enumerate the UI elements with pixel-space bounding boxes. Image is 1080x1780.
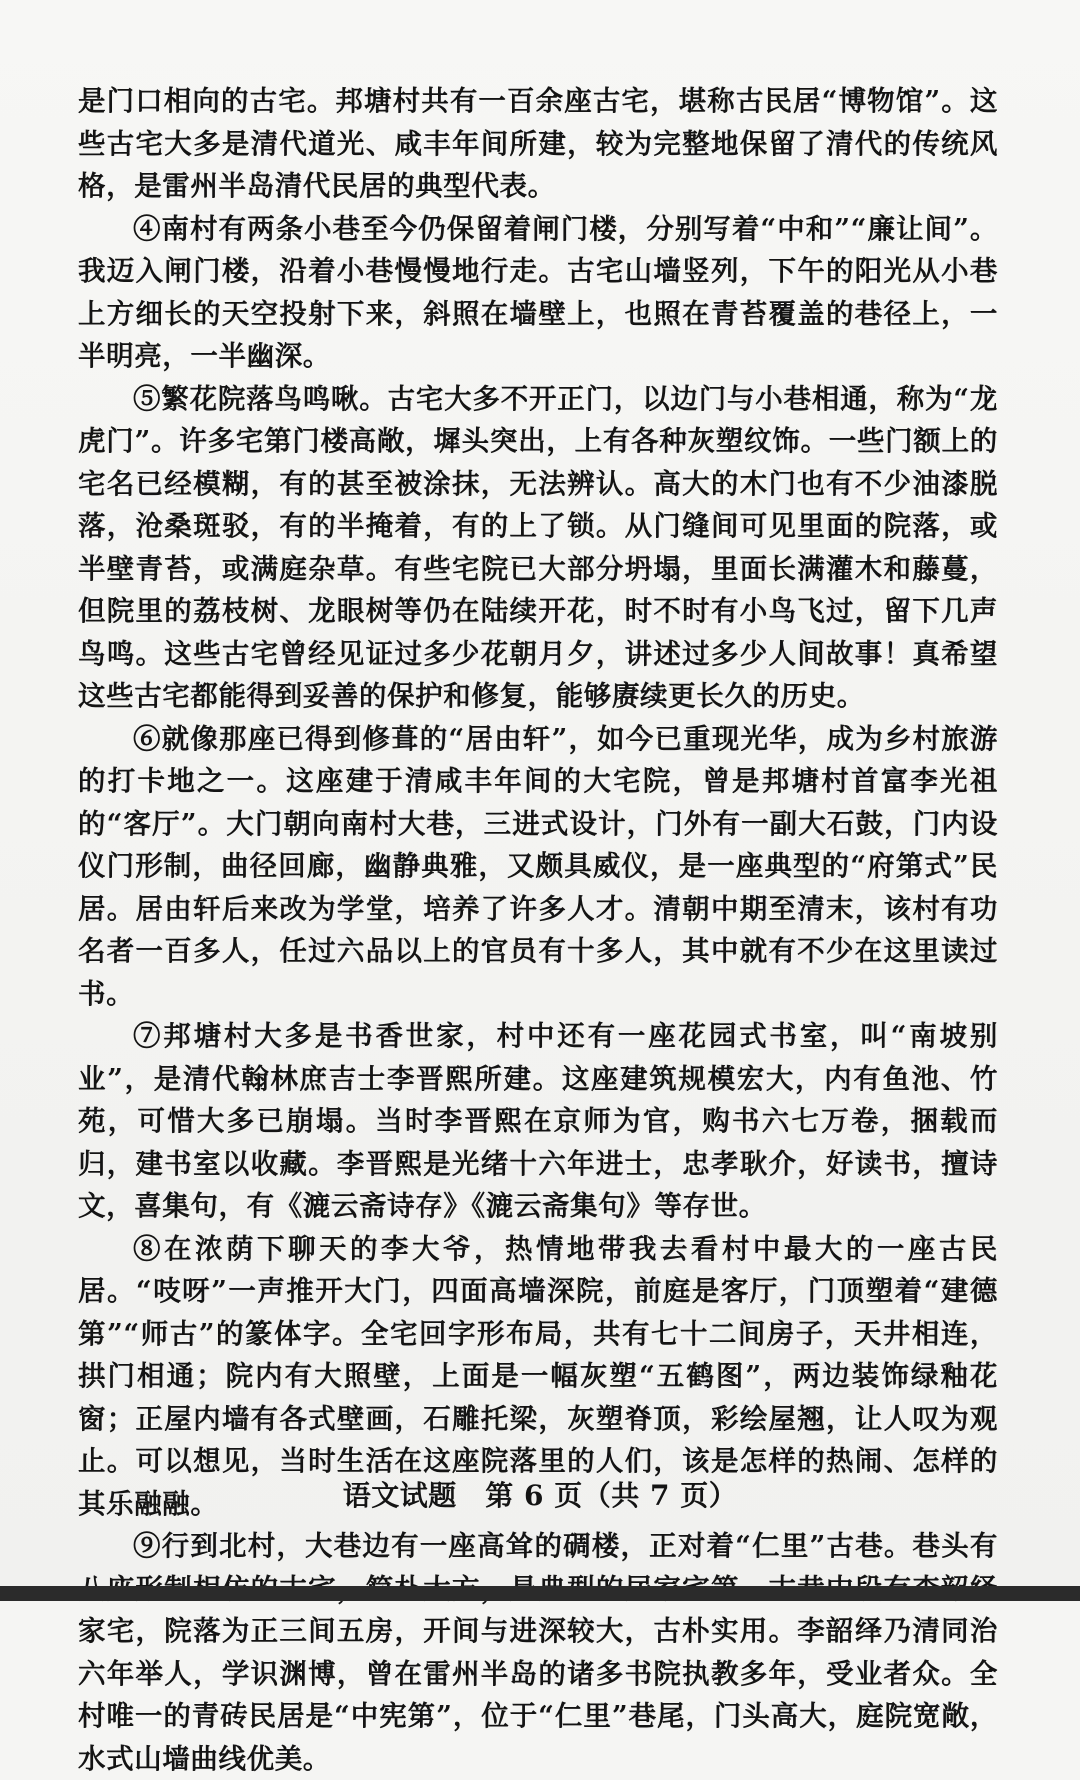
paragraph-8: ⑧在浓荫下聊天的李大爷，热情地带我去看村中最大的一座古民居。“吱呀”一声推开大门，四面高墙深院，前庭是客厅，门顶塑着“建德第”“师古”的篆体字。全宅回字形布局，共有七十二间房子，天井相连，拱门相通；院内有大照壁，上面是一幅灰塑“五鹤图”，两边装饰绿釉花窗；正屋内墙有各式壁画，石雕托梁，灰塑脊顶，彩绘屋翘，让人叹为观止。可以想见，当时生活在这座院落里的人们，该是怎样的热闹、怎样的其乐融融。 (78, 1232, 998, 1520)
paragraph-5: ⑤繁花院落鸟鸣啾。古宅大多不开正门，以边门与小巷相通，称为“龙虎门”。许多宅第门楼高敞，墀头突出，上有各种灰塑纹饰。一些门额上的宅名已经模糊，有的甚至被涂抹，无法辨认。高大的木门也有不少油漆脱落，沧桑斑驳，有的半掩着，有的上了锁。从门缝间可见里面的院落，或半壁青苔，或满庭杂草。有些宅院已大部分坍塌，里面长满灌木和藤蔓，但院里的荔枝树、龙眼树等仍在陆续开花，时不时有小鸟飞过，留下几声鸟鸣。这些古宅曾经见证过多少花朝月夕，讲述过多少人间故事！真希望这些古宅都能得到妥善的保护和修复，能够赓续更长久的历史。 (78, 382, 998, 712)
page-footer: 语文试题 第 6 页（共 7 页） (342, 1479, 738, 1512)
article-body (78, 80, 998, 1780)
paragraph-9: ⑨行到北村，大巷边有一座高耸的碉楼，正对着“仁里”古巷。巷头有 家宅，院落为正三间五房，开间与进深较大，古朴实用。李韶绎乃清同治六年举人，学识渊博，曾在雷州半岛的诸多书院执教多年，受业者众。全村唯一的青砖民居是“中宪第”，位于“仁里”巷尾，门头高大，庭院宽敞，水式山墙曲线优美。 (78, 1530, 998, 1775)
paragraph-6: ⑥就像那座已得到修葺的“居由轩”，如今已重现光华，成为乡村旅游的打卡地之一。这座建于清咸丰年间的大宅院，曾是邦塘村首富李光祖的“客厅”。大门朝向南村大巷，三进式设计，门外有一副大石鼓，门内设仪门形制，曲径回廊，幽静典雅，又颇具威仪，是一座典型的“府第式”民居。居由轩后来改为学堂，培养了许多人才。清朝中期至清末，该村有功名者一百多人，任过六品以上的官员有十多人，其中就有不少在这里读过书。 (78, 722, 998, 1010)
scan-bottom-edge (0, 1586, 1080, 1601)
paragraph-4: ④南村有两条小巷至今仍保留着闸门楼，分别写着“中和”“廉让间”。我迈入闸门楼，沿着小巷慢慢地行走。古宅山墙竖列，下午的阳光从小巷上方细长的天空投射下来，斜照在墙壁上，也照在青苔覆盖的巷径上，一半明亮，一半幽深。 (78, 212, 998, 372)
paragraph-7: ⑦邦塘村大多是书香世家，村中还有一座花园式书室，叫“南坡别业”，是清代翰林庶吉士李晋熙所建。这座建筑规模宏大，内有鱼池、竹苑，可惜大多已崩塌。当时李晋熙在京师为官，购书六七万卷，捆载而归，建书室以收藏。李晋熙是光绪十六年进士，忠孝耿介，好读书，擅诗文，喜集句，有《漉云斋诗存》《漉云斋集句》等存世。 (78, 1020, 998, 1222)
paragraph-continued: 是门口相向的古宅。邦塘村共有一百余座古宅，堪称古民居“博物馆”。这些古宅大多是清代道光、咸丰年间所建，较为完整地保留了清代的传统风格，是雷州半岛清代民居的典型代表。 (78, 85, 998, 202)
